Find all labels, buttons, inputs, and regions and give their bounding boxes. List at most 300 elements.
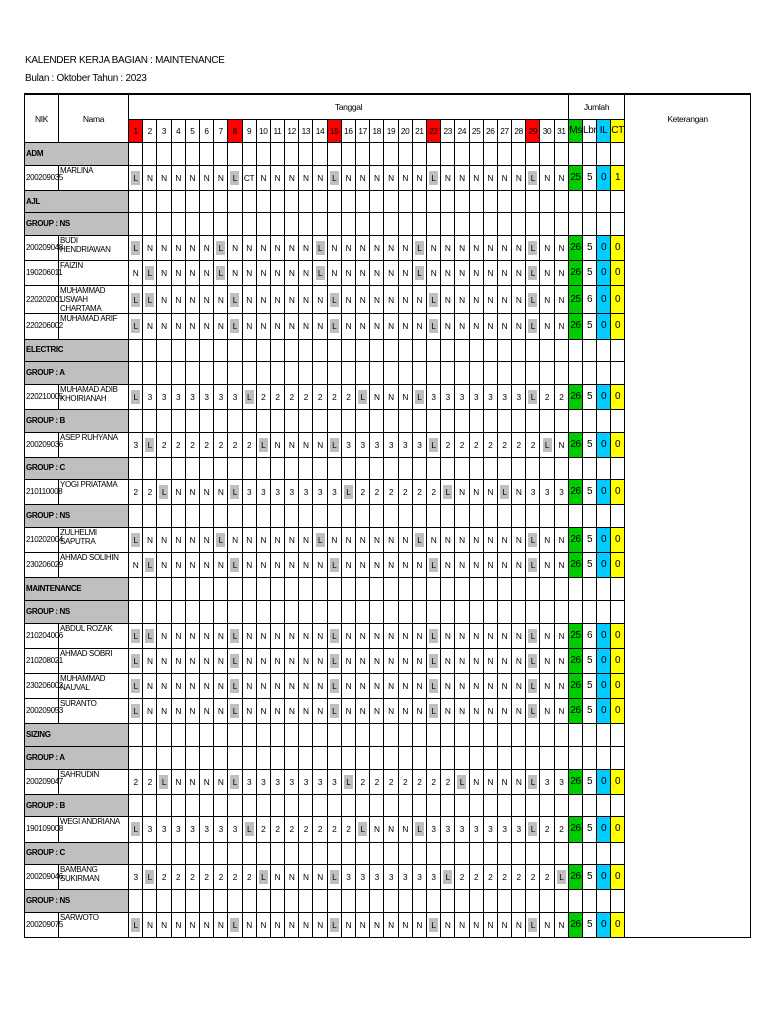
empty-cell xyxy=(370,457,384,480)
off-day-mark: L xyxy=(131,629,140,643)
empty-cell xyxy=(157,457,171,480)
empty-cell xyxy=(398,190,412,213)
empty-cell xyxy=(512,190,526,213)
day-cell: N xyxy=(441,235,455,260)
empty-cell xyxy=(512,601,526,624)
empty-cell xyxy=(469,842,483,865)
total-il-cell: 0 xyxy=(597,912,611,937)
off-day-mark: L xyxy=(543,438,552,452)
empty-cell xyxy=(512,143,526,166)
empty-cell xyxy=(199,457,213,480)
day-cell: N xyxy=(356,261,370,286)
empty-cell xyxy=(341,409,355,432)
day-cell xyxy=(228,286,242,314)
off-day-mark: L xyxy=(429,293,438,307)
day-cell xyxy=(526,699,540,724)
day-cell xyxy=(313,528,327,553)
day-cell xyxy=(327,865,341,890)
empty-cell xyxy=(526,746,540,769)
empty-cell xyxy=(214,409,228,432)
empty-cell xyxy=(214,339,228,362)
day-cell: N xyxy=(554,235,568,260)
section-row xyxy=(25,339,751,362)
nama-cell: YOGI PRIATAMA xyxy=(59,480,129,505)
empty-cell xyxy=(497,601,511,624)
empty-cell xyxy=(356,190,370,213)
day-cell: N xyxy=(540,623,554,648)
empty-cell xyxy=(554,890,568,913)
day-cell xyxy=(540,432,554,457)
off-day-mark: L xyxy=(330,558,339,572)
day-cell: N xyxy=(370,235,384,260)
day-cell: 3 xyxy=(199,817,213,842)
empty-cell xyxy=(483,339,497,362)
day-cell xyxy=(526,384,540,409)
day-cell: 2 xyxy=(143,769,157,794)
day-cell: N xyxy=(441,286,455,314)
day-cell: N xyxy=(554,912,568,937)
day-cell xyxy=(426,912,440,937)
day-cell: 2 xyxy=(171,865,185,890)
section-row xyxy=(25,890,751,913)
day-cell: N xyxy=(299,235,313,260)
total-ct-cell: 0 xyxy=(611,553,625,578)
empty-cell xyxy=(341,601,355,624)
day-cell xyxy=(426,553,440,578)
day-cell: 3 xyxy=(370,432,384,457)
table-row xyxy=(25,865,751,890)
day-cell: 3 xyxy=(455,384,469,409)
empty-cell xyxy=(512,724,526,747)
day-cell: 2 xyxy=(214,432,228,457)
day-cell: N xyxy=(171,674,185,699)
day-cell: N xyxy=(256,912,270,937)
day-cell: N xyxy=(214,286,228,314)
total-ms-cell: 25 xyxy=(569,165,583,190)
empty-cell xyxy=(569,794,583,817)
empty-cell xyxy=(242,842,256,865)
day-cell: N xyxy=(384,648,398,673)
day-cell: N xyxy=(157,528,171,553)
total-ms-cell: 26 xyxy=(569,261,583,286)
day-cell: N xyxy=(214,769,228,794)
empty-cell xyxy=(341,457,355,480)
nik-cell: 230206029 xyxy=(25,553,59,578)
day-cell: N xyxy=(356,623,370,648)
day-cell: 2 xyxy=(483,432,497,457)
empty-cell xyxy=(384,409,398,432)
empty-cell xyxy=(143,724,157,747)
keterangan-cell xyxy=(625,143,751,166)
empty-cell xyxy=(157,794,171,817)
day-cell: 3 xyxy=(327,769,341,794)
off-day-mark: L xyxy=(330,679,339,693)
day-cell xyxy=(228,674,242,699)
day-cell: N xyxy=(356,165,370,190)
nama-cell: ABDUL ROZAK xyxy=(59,623,129,648)
empty-cell xyxy=(441,339,455,362)
day-cell: 3 xyxy=(299,769,313,794)
day-cell: N xyxy=(469,261,483,286)
empty-cell xyxy=(398,746,412,769)
empty-cell xyxy=(228,339,242,362)
empty-cell xyxy=(412,601,426,624)
day-header-12: 12 xyxy=(285,120,299,143)
empty-cell xyxy=(242,143,256,166)
nik-cell: 200209035 xyxy=(25,165,59,190)
day-cell: N xyxy=(157,261,171,286)
empty-cell xyxy=(469,890,483,913)
total-ms-cell: 26 xyxy=(569,648,583,673)
empty-cell xyxy=(483,213,497,236)
day-cell: N xyxy=(441,648,455,673)
empty-cell xyxy=(129,842,143,865)
day-header-31: 31 xyxy=(554,120,568,143)
empty-cell xyxy=(497,190,511,213)
day-cell: N xyxy=(171,912,185,937)
empty-cell xyxy=(256,890,270,913)
day-cell: N xyxy=(313,623,327,648)
day-cell: N xyxy=(185,699,199,724)
off-day-mark: L xyxy=(457,775,466,789)
day-cell xyxy=(143,261,157,286)
empty-cell xyxy=(526,190,540,213)
day-cell: N xyxy=(455,261,469,286)
day-cell xyxy=(228,314,242,339)
empty-cell xyxy=(398,339,412,362)
day-cell xyxy=(356,384,370,409)
day-cell: N xyxy=(441,699,455,724)
day-cell xyxy=(228,699,242,724)
table-row xyxy=(25,674,751,699)
day-cell: N xyxy=(285,912,299,937)
day-cell: N xyxy=(455,699,469,724)
day-cell: N xyxy=(242,235,256,260)
keterangan-cell xyxy=(625,339,751,362)
empty-cell xyxy=(583,213,597,236)
empty-cell xyxy=(569,746,583,769)
day-cell: N xyxy=(157,286,171,314)
day-cell xyxy=(526,769,540,794)
total-lbr-cell: 5 xyxy=(583,648,597,673)
empty-cell xyxy=(554,601,568,624)
section-row xyxy=(25,578,751,601)
empty-cell xyxy=(469,457,483,480)
day-cell: N xyxy=(483,769,497,794)
day-header-18: 18 xyxy=(370,120,384,143)
empty-cell xyxy=(370,842,384,865)
day-cell: 2 xyxy=(469,432,483,457)
nama-cell: MARLINA xyxy=(59,165,129,190)
keterangan-cell xyxy=(625,724,751,747)
day-cell: N xyxy=(398,384,412,409)
empty-cell xyxy=(483,457,497,480)
total-ms-cell: 26 xyxy=(569,674,583,699)
off-day-mark: L xyxy=(344,485,353,499)
day-cell: N xyxy=(285,623,299,648)
day-cell: N xyxy=(270,286,284,314)
day-cell xyxy=(228,165,242,190)
day-cell: N xyxy=(398,261,412,286)
day-cell: N xyxy=(214,165,228,190)
total-lbr-cell: 6 xyxy=(583,286,597,314)
off-day-mark: L xyxy=(131,654,140,668)
day-cell xyxy=(412,384,426,409)
empty-cell xyxy=(384,339,398,362)
empty-cell xyxy=(611,890,625,913)
empty-cell xyxy=(583,339,597,362)
empty-cell xyxy=(285,362,299,385)
day-cell: N xyxy=(412,165,426,190)
day-cell: N xyxy=(185,623,199,648)
day-cell: N xyxy=(412,912,426,937)
day-cell: 3 xyxy=(356,432,370,457)
off-day-mark: L xyxy=(131,319,140,333)
empty-cell xyxy=(214,842,228,865)
empty-cell xyxy=(299,794,313,817)
day-header-23: 23 xyxy=(441,120,455,143)
day-cell: N xyxy=(540,699,554,724)
day-cell: N xyxy=(185,261,199,286)
day-header-2: 2 xyxy=(143,120,157,143)
keterangan-cell xyxy=(625,457,751,480)
empty-cell xyxy=(327,457,341,480)
day-cell: N xyxy=(483,286,497,314)
table-row xyxy=(25,553,751,578)
empty-cell xyxy=(256,505,270,528)
off-day-mark: L xyxy=(415,241,424,255)
day-cell: N xyxy=(356,648,370,673)
day-header-5: 5 xyxy=(185,120,199,143)
empty-cell xyxy=(569,213,583,236)
day-cell: N xyxy=(540,648,554,673)
day-cell: 2 xyxy=(242,865,256,890)
day-cell: N xyxy=(497,314,511,339)
empty-cell xyxy=(270,601,284,624)
nik-cell: 220210005 xyxy=(25,384,59,409)
day-cell: N xyxy=(412,553,426,578)
off-day-mark: L xyxy=(131,171,140,185)
empty-cell xyxy=(157,890,171,913)
day-cell: N xyxy=(157,165,171,190)
day-cell: 2 xyxy=(455,865,469,890)
empty-cell xyxy=(526,724,540,747)
total-il-cell: 0 xyxy=(597,674,611,699)
day-cell xyxy=(526,623,540,648)
empty-cell xyxy=(356,724,370,747)
day-cell: N xyxy=(199,553,213,578)
day-cell: N xyxy=(157,648,171,673)
day-header-1: 1 xyxy=(129,120,143,143)
section-row xyxy=(25,746,751,769)
off-day-mark: L xyxy=(528,918,537,932)
day-cell: N xyxy=(554,432,568,457)
day-cell: N xyxy=(540,165,554,190)
day-cell xyxy=(412,235,426,260)
nama-cell: SURANTO xyxy=(59,699,129,724)
off-day-mark: L xyxy=(230,171,239,185)
empty-cell xyxy=(441,578,455,601)
day-cell: N xyxy=(483,235,497,260)
empty-cell xyxy=(341,578,355,601)
empty-cell xyxy=(157,578,171,601)
day-cell: 3 xyxy=(469,817,483,842)
day-cell: 2 xyxy=(129,480,143,505)
empty-cell xyxy=(242,457,256,480)
day-cell xyxy=(129,674,143,699)
empty-cell xyxy=(370,890,384,913)
table-row xyxy=(25,235,751,260)
empty-cell xyxy=(597,457,611,480)
keterangan-cell xyxy=(625,890,751,913)
empty-cell xyxy=(171,362,185,385)
empty-cell xyxy=(327,724,341,747)
section-row xyxy=(25,409,751,432)
empty-cell xyxy=(540,362,554,385)
day-cell: 2 xyxy=(412,769,426,794)
day-cell: N xyxy=(512,699,526,724)
day-cell: N xyxy=(341,261,355,286)
empty-cell xyxy=(143,457,157,480)
empty-cell xyxy=(242,190,256,213)
day-cell: N xyxy=(455,553,469,578)
empty-cell xyxy=(540,409,554,432)
empty-cell xyxy=(171,724,185,747)
section-label: SIZING xyxy=(25,724,129,747)
day-cell: N xyxy=(185,480,199,505)
day-header-29: 29 xyxy=(526,120,540,143)
empty-cell xyxy=(398,724,412,747)
empty-cell xyxy=(270,794,284,817)
empty-cell xyxy=(356,339,370,362)
day-cell: N xyxy=(171,769,185,794)
empty-cell xyxy=(569,457,583,480)
total-ms-cell: 25 xyxy=(569,286,583,314)
empty-cell xyxy=(611,505,625,528)
empty-cell xyxy=(256,601,270,624)
total-ms-cell: 26 xyxy=(569,314,583,339)
empty-cell xyxy=(185,601,199,624)
day-cell: N xyxy=(171,648,185,673)
empty-cell xyxy=(199,362,213,385)
empty-cell xyxy=(171,601,185,624)
empty-cell xyxy=(441,409,455,432)
total-ms-cell: 26 xyxy=(569,528,583,553)
empty-cell xyxy=(256,794,270,817)
empty-cell xyxy=(214,143,228,166)
empty-cell xyxy=(341,213,355,236)
off-day-mark: L xyxy=(159,775,168,789)
empty-cell xyxy=(299,143,313,166)
day-cell: 2 xyxy=(270,384,284,409)
total-il-cell: 0 xyxy=(597,528,611,553)
empty-cell xyxy=(412,362,426,385)
day-cell: 3 xyxy=(412,865,426,890)
day-cell: N xyxy=(157,553,171,578)
empty-cell xyxy=(426,794,440,817)
table-row xyxy=(25,286,751,314)
keterangan-cell xyxy=(625,746,751,769)
nama-cell: BUDI HENDRIAWAN xyxy=(59,235,129,260)
empty-cell xyxy=(129,724,143,747)
empty-cell xyxy=(143,213,157,236)
empty-cell xyxy=(398,409,412,432)
total-ms-cell: 26 xyxy=(569,912,583,937)
day-cell: 3 xyxy=(512,817,526,842)
empty-cell xyxy=(299,362,313,385)
off-day-mark: L xyxy=(230,558,239,572)
total-ct-cell: 0 xyxy=(611,769,625,794)
day-cell: 2 xyxy=(157,865,171,890)
day-cell: N xyxy=(313,314,327,339)
empty-cell xyxy=(327,794,341,817)
empty-cell xyxy=(597,842,611,865)
empty-cell xyxy=(441,190,455,213)
empty-cell xyxy=(370,362,384,385)
day-cell: N xyxy=(469,623,483,648)
empty-cell xyxy=(384,890,398,913)
empty-cell xyxy=(483,601,497,624)
day-cell: N xyxy=(370,623,384,648)
day-cell xyxy=(327,912,341,937)
day-cell: 3 xyxy=(412,432,426,457)
empty-cell xyxy=(270,190,284,213)
day-cell: N xyxy=(341,165,355,190)
total-ct-cell: 0 xyxy=(611,817,625,842)
day-cell: N xyxy=(341,235,355,260)
day-cell: 2 xyxy=(199,865,213,890)
off-day-mark: L xyxy=(145,870,154,884)
total-lbr-cell: 5 xyxy=(583,553,597,578)
day-cell: N xyxy=(554,314,568,339)
empty-cell xyxy=(214,746,228,769)
empty-cell xyxy=(611,190,625,213)
empty-cell xyxy=(611,794,625,817)
off-day-mark: L xyxy=(159,485,168,499)
day-cell: N xyxy=(341,912,355,937)
day-cell: N xyxy=(441,528,455,553)
empty-cell xyxy=(256,339,270,362)
day-cell: N xyxy=(256,261,270,286)
empty-cell xyxy=(185,213,199,236)
empty-cell xyxy=(299,505,313,528)
day-cell: 2 xyxy=(313,384,327,409)
empty-cell xyxy=(370,724,384,747)
day-cell: 2 xyxy=(512,865,526,890)
empty-cell xyxy=(199,505,213,528)
day-cell xyxy=(129,165,143,190)
empty-cell xyxy=(327,362,341,385)
empty-cell xyxy=(285,601,299,624)
empty-cell xyxy=(313,794,327,817)
day-cell: N xyxy=(256,648,270,673)
keterangan-cell xyxy=(625,480,751,505)
empty-cell xyxy=(455,601,469,624)
empty-cell xyxy=(327,213,341,236)
empty-cell xyxy=(611,746,625,769)
day-cell: N xyxy=(313,699,327,724)
empty-cell xyxy=(512,794,526,817)
day-cell: N xyxy=(398,648,412,673)
day-cell: N xyxy=(370,699,384,724)
off-day-mark: L xyxy=(145,266,154,280)
empty-cell xyxy=(228,601,242,624)
day-cell xyxy=(412,528,426,553)
day-cell: N xyxy=(143,528,157,553)
empty-cell xyxy=(455,890,469,913)
day-cell: N xyxy=(554,528,568,553)
day-cell xyxy=(441,480,455,505)
